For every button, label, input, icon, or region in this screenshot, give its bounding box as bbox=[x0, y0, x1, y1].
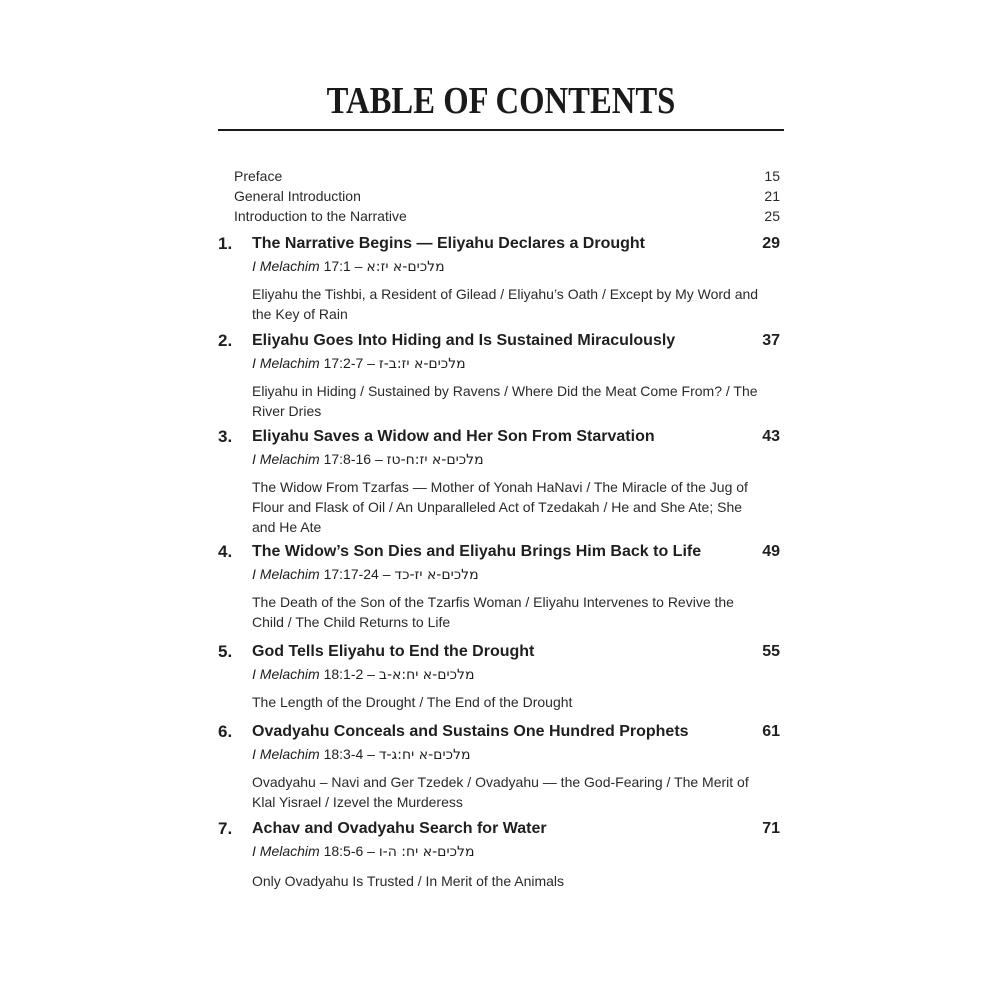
reference-verse: 18:1-2 – bbox=[323, 666, 375, 682]
chapter-page: 71 bbox=[762, 820, 780, 837]
front-matter-label: General Introduction bbox=[234, 188, 361, 204]
chapter-subtopics: Eliyahu the Tishbi, a Resident of Gilead / Eliyahu’s Oath / Except by My Word and the Key of Rain bbox=[252, 286, 759, 322]
reference-verse: 18:5-6 – bbox=[323, 843, 375, 859]
chapter-reference bbox=[252, 564, 818, 584]
chapter-number: 2. bbox=[218, 331, 233, 350]
front-matter-item bbox=[234, 166, 780, 186]
reference-book: I Melachim bbox=[252, 451, 320, 467]
reference-verse: 17:17-24 – bbox=[323, 566, 391, 582]
chapter-reference bbox=[252, 841, 818, 861]
reference-verse: 18:3-4 – bbox=[323, 746, 375, 762]
chapter-number: 6. bbox=[218, 722, 233, 741]
reference-book: I Melachim bbox=[252, 258, 320, 274]
chapter-number: 7. bbox=[218, 819, 233, 838]
front-matter-page: 25 bbox=[764, 208, 780, 224]
chapter-entry-6 bbox=[218, 720, 784, 812]
front-matter-label: Introduction to the Narrative bbox=[234, 208, 407, 224]
reference-verse: 17:8-16 – bbox=[323, 451, 383, 467]
reference-hebrew: מלכים-א יז:ח-טז bbox=[386, 452, 484, 468]
chapter-entry-4 bbox=[218, 540, 784, 632]
chapter-page: 49 bbox=[762, 543, 780, 560]
chapter-entry-5 bbox=[218, 640, 784, 712]
title-rule bbox=[218, 129, 784, 131]
chapter-reference bbox=[252, 256, 818, 276]
chapter-entry-7 bbox=[218, 817, 784, 891]
front-matter-label: Preface bbox=[234, 168, 283, 184]
chapter-title: The Widow’s Son Dies and Eliyahu Brings Him Back to Life bbox=[252, 543, 702, 560]
chapter-entry-3 bbox=[218, 425, 784, 537]
chapter-reference bbox=[252, 744, 818, 764]
reference-hebrew: מלכים-א יז-כד bbox=[394, 567, 479, 583]
reference-hebrew: מלכים-א יז:ב-ז bbox=[378, 356, 466, 372]
chapter-subtopics: The Death of the Son of the Tzarfis Woman / Eliyahu Intervenes to Revive the Child / The Child Returns to Life bbox=[252, 594, 734, 630]
chapter-title: Achav and Ovadyahu Search for Water bbox=[252, 820, 547, 837]
chapter-subtopics: The Length of the Drought / The End of the Drought bbox=[252, 694, 573, 710]
chapter-number: 4. bbox=[218, 542, 233, 561]
front-matter-item bbox=[234, 206, 780, 226]
chapter-title: God Tells Eliyahu to End the Drought bbox=[252, 643, 535, 660]
chapter-subtopics: Only Ovadyahu Is Trusted / In Merit of the Animals bbox=[252, 873, 565, 889]
chapter-number: 5. bbox=[218, 642, 233, 661]
reference-book: I Melachim bbox=[252, 746, 320, 762]
chapter-subtopics: Ovadyahu – Navi and Ger Tzedek / Ovadyahu — the God-Fearing / The Merit of Klal Yisrael / Izevel the Murderess bbox=[252, 774, 749, 810]
chapter-title: The Narrative Begins — Eliyahu Declares a Drought bbox=[252, 235, 646, 252]
reference-hebrew: מלכים-א יח:א-ב bbox=[378, 667, 475, 683]
chapter-page: 61 bbox=[762, 723, 780, 740]
front-matter-item bbox=[234, 186, 780, 206]
front-matter-page: 21 bbox=[764, 188, 780, 204]
reference-hebrew: מלכים-א יח: ה-ו bbox=[378, 844, 475, 860]
reference-book: I Melachim bbox=[252, 566, 320, 582]
chapter-page: 43 bbox=[762, 428, 780, 445]
reference-verse: 17:1 – bbox=[323, 258, 363, 274]
page-title: TABLE OF CONTENTS bbox=[326, 80, 676, 122]
chapter-reference bbox=[252, 449, 818, 469]
reference-book: I Melachim bbox=[252, 355, 320, 371]
toc-page bbox=[218, 0, 784, 1000]
chapter-reference bbox=[252, 353, 818, 373]
reference-hebrew: מלכים-א יז:א bbox=[366, 259, 445, 275]
chapter-number: 1. bbox=[218, 234, 233, 253]
chapter-page: 29 bbox=[762, 235, 780, 252]
chapter-reference bbox=[252, 664, 818, 684]
reference-verse: 17:2-7 – bbox=[323, 355, 375, 371]
chapter-title: Ovadyahu Conceals and Sustains One Hundred Prophets bbox=[252, 723, 689, 740]
chapter-title: Eliyahu Goes Into Hiding and Is Sustained Miraculously bbox=[252, 332, 676, 349]
front-matter-page: 15 bbox=[764, 168, 780, 184]
front-matter-list bbox=[234, 166, 780, 226]
reference-book: I Melachim bbox=[252, 843, 320, 859]
chapter-entry-2 bbox=[218, 329, 784, 421]
chapter-number: 3. bbox=[218, 427, 233, 446]
chapter-subtopics: The Widow From Tzarfas — Mother of Yonah HaNavi / The Miracle of the Jug of Flour and Flask of Oil / An Unparalleled Act of Tzedakah / He and She Ate; She and He Ate bbox=[252, 479, 748, 535]
chapter-title: Eliyahu Saves a Widow and Her Son From Starvation bbox=[252, 428, 655, 445]
chapter-page: 37 bbox=[762, 332, 780, 349]
chapter-page: 55 bbox=[762, 643, 780, 660]
chapter-subtopics: Eliyahu in Hiding / Sustained by Ravens / Where Did the Meat Come From? / The River Dries bbox=[252, 383, 758, 419]
reference-hebrew: מלכים-א יח:ג-ד bbox=[378, 747, 471, 763]
chapter-entry-1 bbox=[218, 232, 784, 324]
reference-book: I Melachim bbox=[252, 666, 320, 682]
